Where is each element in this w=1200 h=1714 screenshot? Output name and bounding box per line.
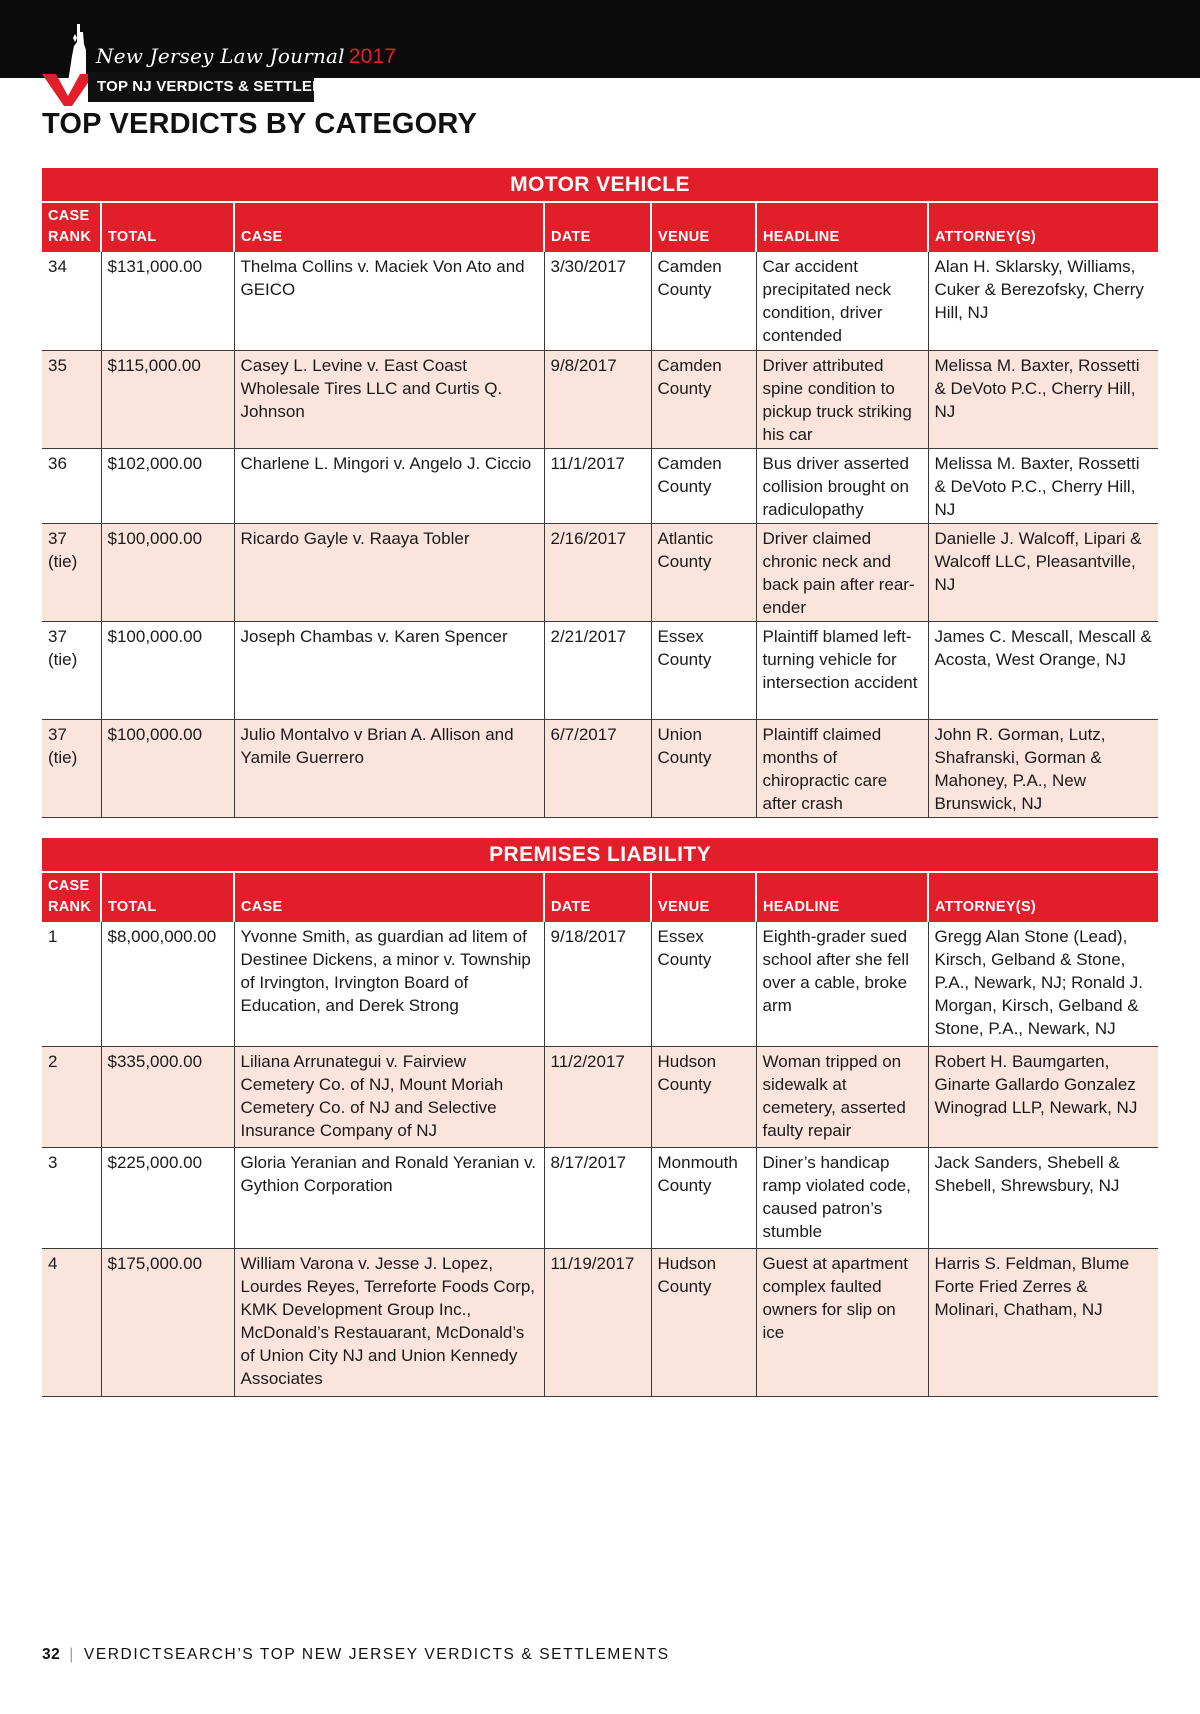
headline-cell: Plaintiff blamed left-turning vehicle for intersection accident [756, 621, 928, 719]
date-cell: 2/21/2017 [544, 621, 651, 719]
case-cell: Gloria Yeranian and Ronald Yeranian v. Gythion Corporation [234, 1147, 544, 1248]
col-header-case-rank-label: CASE RANK [48, 878, 92, 915]
table-row [42, 1147, 1158, 1248]
venue-cell: Monmouth County [651, 1147, 756, 1248]
date-cell: 9/8/2017 [544, 350, 651, 448]
case-cell: Julio Montalvo v Brian A. Allison and Yamile Guerrero [234, 719, 544, 817]
page-number: 32 [42, 1646, 61, 1663]
case-cell: Joseph Chambas v. Karen Spencer [234, 621, 544, 719]
headline-cell: Eighth-grader sued school after she fell over a cable, broke arm [756, 922, 928, 1046]
total-cell: $175,000.00 [101, 1248, 234, 1396]
total-cell: $335,000.00 [101, 1046, 234, 1147]
col-header-date: DATE [544, 872, 651, 922]
case-cell: Yvonne Smith, as guardian ad litem of Destinee Dickens, a minor v. Township of Irvington, Irvington Board of Education, and Derek Strong [234, 922, 544, 1046]
headline-cell: Diner’s handicap ramp violated code, caused patron’s stumble [756, 1147, 928, 1248]
case-cell: Thelma Collins v. Maciek Von Ato and GEICO [234, 252, 544, 350]
premises-liability-table [42, 838, 1158, 1397]
table-row [42, 1248, 1158, 1396]
col-header-total: TOTAL [101, 202, 234, 252]
attorneys-cell: Jack Sanders, Shebell & Shebell, Shrewsbury, NJ [928, 1147, 1158, 1248]
col-header-date: DATE [544, 202, 651, 252]
case-rank-cell: 35 [42, 350, 101, 448]
venue-cell: Camden County [651, 252, 756, 350]
col-header-case-rank [42, 872, 101, 922]
col-header-total: TOTAL [101, 872, 234, 922]
case-cell: William Varona v. Jesse J. Lopez, Lourdes Reyes, Terreforte Foods Corp, KMK Development Group Inc., McDonald’s Restauarant, McDonald’s of Union City NJ and Union Kennedy Associates [234, 1248, 544, 1396]
table-row [42, 621, 1158, 719]
headline-cell: Bus driver asserted collision brought on radiculopathy [756, 448, 928, 523]
case-rank-cell: 34 [42, 252, 101, 350]
venue-cell: Hudson County [651, 1046, 756, 1147]
table-row [42, 448, 1158, 523]
attorneys-cell: Danielle J. Walcoff, Lipari & Walcoff LLC, Pleasantville, NJ [928, 523, 1158, 621]
total-cell: $100,000.00 [101, 621, 234, 719]
headline-cell: Car accident precipitated neck condition, driver contended [756, 252, 928, 350]
date-cell: 11/1/2017 [544, 448, 651, 523]
case-rank-cell: 2 [42, 1046, 101, 1147]
col-header-headline: HEADLINE [756, 202, 928, 252]
table-row [42, 922, 1158, 1046]
case-rank-cell: 37 (tie) [42, 523, 101, 621]
venue-cell: Essex County [651, 621, 756, 719]
col-header-headline: HEADLINE [756, 872, 928, 922]
date-cell: 11/2/2017 [544, 1046, 651, 1147]
case-cell: Ricardo Gayle v. Raaya Tobler [234, 523, 544, 621]
col-header-attorneys: ATTORNEY(S) [928, 872, 1158, 922]
case-rank-cell: 37 (tie) [42, 621, 101, 719]
total-cell: $131,000.00 [101, 252, 234, 350]
section-title: PREMISES LIABILITY [42, 838, 1158, 872]
table-row [42, 719, 1158, 817]
table-row [42, 350, 1158, 448]
section-title: MOTOR VEHICLE [42, 168, 1158, 202]
footer-publication: VERDICTSEARCH’S TOP NEW JERSEY VERDICTS & SETTLEMENTS [83, 1646, 670, 1663]
table-row [42, 523, 1158, 621]
col-header-venue: VENUE [651, 202, 756, 252]
venue-cell: Essex County [651, 922, 756, 1046]
case-rank-cell: 37 (tie) [42, 719, 101, 817]
col-header-case-rank [42, 202, 101, 252]
table-row [42, 1046, 1158, 1147]
page-footer [42, 1646, 670, 1664]
total-cell: $225,000.00 [101, 1147, 234, 1248]
journal-title [96, 44, 396, 69]
headline-cell: Driver claimed chronic neck and back pain after rear-ender [756, 523, 928, 621]
motor-vehicle-table [42, 168, 1158, 818]
attorneys-cell: Gregg Alan Stone (Lead), Kirsch, Gelband & Stone, P.A., Newark, NJ; Ronald J. Morgan, Kirsch, Gelband & Stone, P.A., Newark, NJ [928, 922, 1158, 1046]
attorneys-cell: John R. Gorman, Lutz, Shafranski, Gorman & Mahoney, P.A., New Brunswick, NJ [928, 719, 1158, 817]
venue-cell: Union County [651, 719, 756, 817]
case-cell: Casey L. Levine v. East Coast Wholesale Tires LLC and Curtis Q. Johnson [234, 350, 544, 448]
attorneys-cell: Melissa M. Baxter, Rossetti & DeVoto P.C., Cherry Hill, NJ [928, 448, 1158, 523]
journal-year: 2017 [348, 45, 397, 68]
date-cell: 8/17/2017 [544, 1147, 651, 1248]
total-cell: $115,000.00 [101, 350, 234, 448]
col-header-case: CASE [234, 872, 544, 922]
date-cell: 6/7/2017 [544, 719, 651, 817]
attorneys-cell: Harris S. Feldman, Blume Forte Fried Zerres & Molinari, Chatham, NJ [928, 1248, 1158, 1396]
headline-cell: Driver attributed spine condition to pickup truck striking his car [756, 350, 928, 448]
footer-separator: | [69, 1646, 75, 1663]
page-title: TOP VERDICTS BY CATEGORY [42, 108, 478, 140]
col-header-attorneys: ATTORNEY(S) [928, 202, 1158, 252]
headline-cell: Woman tripped on sidewalk at cemetery, asserted faulty repair [756, 1046, 928, 1147]
total-cell: $100,000.00 [101, 523, 234, 621]
date-cell: 3/30/2017 [544, 252, 651, 350]
journal-name: New Jersey Law Journal [96, 44, 345, 68]
case-rank-cell: 1 [42, 922, 101, 1046]
venue-cell: Camden County [651, 350, 756, 448]
total-cell: $102,000.00 [101, 448, 234, 523]
case-rank-cell: 3 [42, 1147, 101, 1248]
table-row [42, 252, 1158, 350]
date-cell: 2/16/2017 [544, 523, 651, 621]
attorneys-cell: Melissa M. Baxter, Rossetti & DeVoto P.C., Cherry Hill, NJ [928, 350, 1158, 448]
total-cell: $8,000,000.00 [101, 922, 234, 1046]
attorneys-cell: Robert H. Baumgarten, Ginarte Gallardo Gonzalez Winograd LLP, Newark, NJ [928, 1046, 1158, 1147]
venue-cell: Atlantic County [651, 523, 756, 621]
headline-cell: Guest at apartment complex faulted owners for slip on ice [756, 1248, 928, 1396]
col-header-venue: VENUE [651, 872, 756, 922]
case-rank-cell: 36 [42, 448, 101, 523]
date-cell: 11/19/2017 [544, 1248, 651, 1396]
total-cell: $100,000.00 [101, 719, 234, 817]
journal-subtitle: TOP NJ VERDICTS & SETTLEMENTS [88, 72, 314, 102]
venue-cell: Hudson County [651, 1248, 756, 1396]
col-header-case: CASE [234, 202, 544, 252]
headline-cell: Plaintiff claimed months of chiropractic care after crash [756, 719, 928, 817]
verdict-v-logo-icon [42, 74, 94, 106]
venue-cell: Camden County [651, 448, 756, 523]
attorneys-cell: Alan H. Sklarsky, Williams, Cuker & Berezofsky, Cherry Hill, NJ [928, 252, 1158, 350]
attorneys-cell: James C. Mescall, Mescall & Acosta, West Orange, NJ [928, 621, 1158, 719]
col-header-case-rank-label: CASE RANK [48, 208, 92, 245]
case-cell: Liliana Arrunategui v. Fairview Cemetery Co. of NJ, Mount Moriah Cemetery Co. of NJ and Selective Insurance Company of NJ [234, 1046, 544, 1147]
date-cell: 9/18/2017 [544, 922, 651, 1046]
case-cell: Charlene L. Mingori v. Angelo J. Ciccio [234, 448, 544, 523]
case-rank-cell: 4 [42, 1248, 101, 1396]
